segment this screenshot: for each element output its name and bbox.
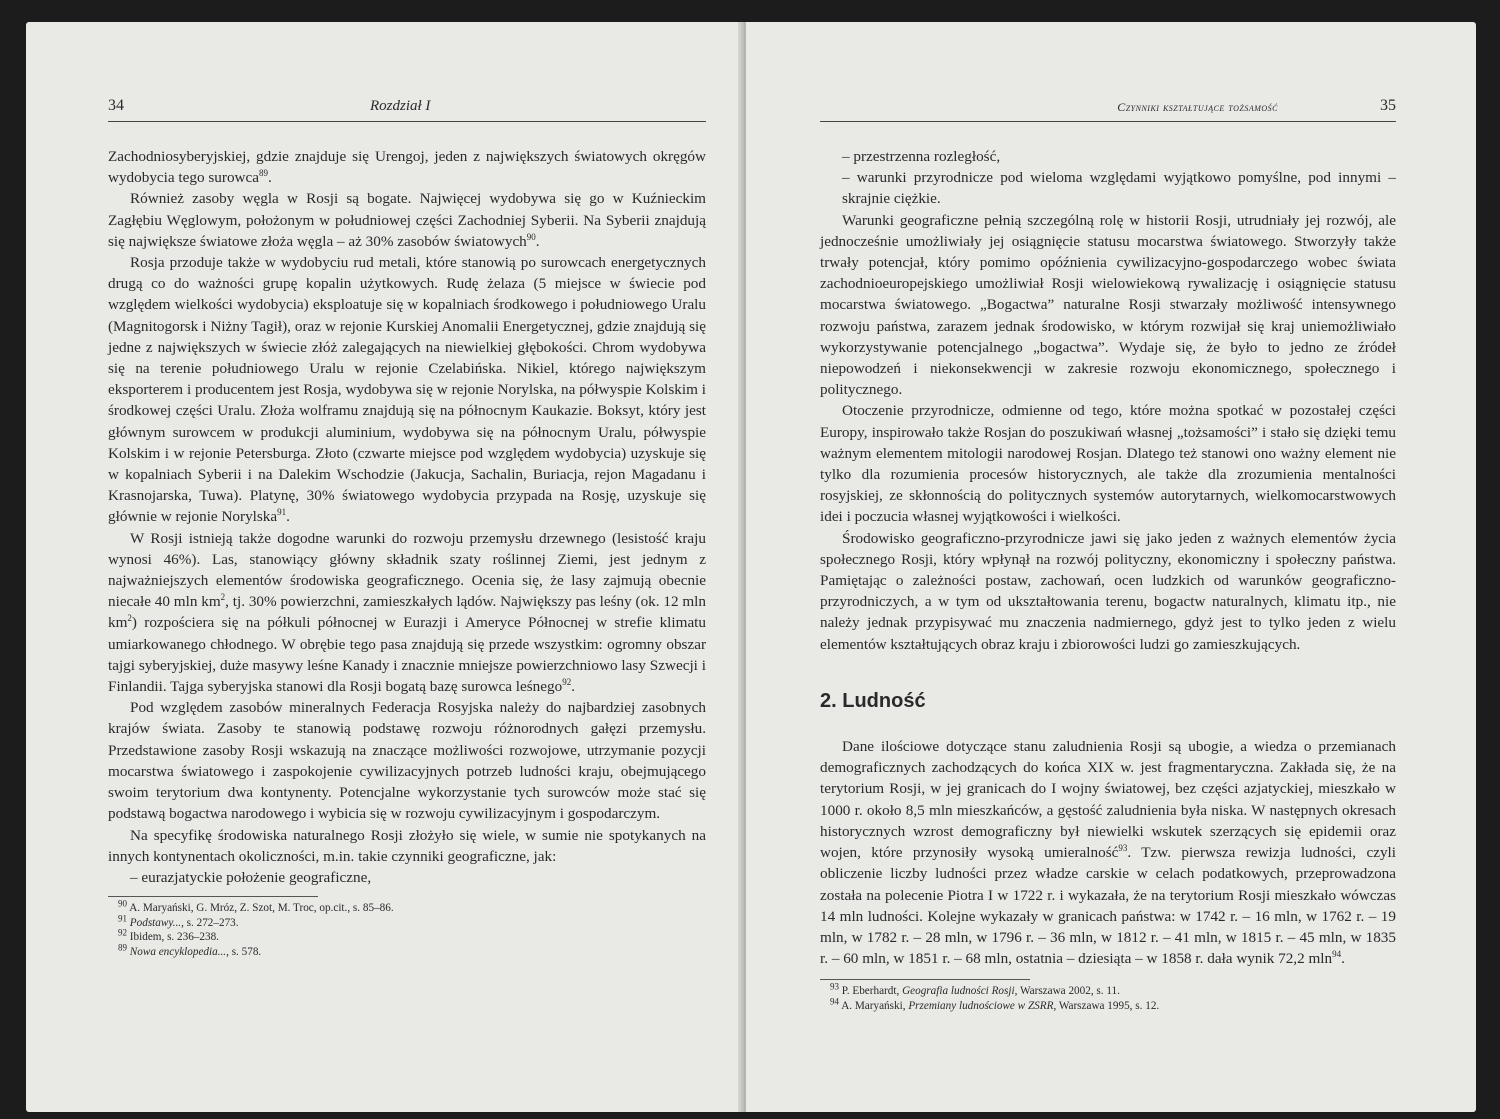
paragraph: Pod względem zasobów mineralnych Federacja Rosyjska należy do najbardziej zasobnych krajów świata. Zasoby te stanowią podstawę rozwoju różnorodnych gałęzi przemysłu. Przedstawione zasoby Rosji wskazują na znaczące możliwości rozwojowe, utrzymanie pozycji mocarstwa światowego i zaspokojenie cywilizacyjnych potrzeb ludności kraju, obejmującego swoim terytorium dwa kontynenty. Potencjalne wykorzystanie tych surowców może stać się podstawą bogactwa narodowego i wybicia się w rozwoju cywilizacyjnym i gospodarczym. (108, 699, 706, 823)
page-number: 35 (1380, 97, 1396, 114)
paragraph: Na specyfikę środowiska naturalnego Rosji złożyło się wiele, w sumie nie spotykanych na innych kontynentach okoliczności, m.in. takie czynniki geograficzne, jak: (108, 826, 706, 865)
footnote-rule (820, 979, 1030, 980)
footnote: $^{94}$ A. Maryański, Przemiany ludnościowe w ZSRR, Warszawa 1995, s. 12. (830, 996, 1160, 1012)
paragraph: W Rosji istnieją także dogodne warunki do rozwoju przemysłu drzewnego (lesistość kraju wynosi 46%). Las, stanowiący główny składnik szaty roślinnej Ziemi, jest jednym z najważniejszych elementów środowiska geograficznego. Ocenia się, że lasy zajmują obecnie niecałe 40 mln $km^2$, tj. 30% powierzchni, zamieszkałych lądów. Największy pas leśny (ok. 12 mln $km^2$) rozpościera się na półkuli północnej w Eurazji i Ameryce Północnej w strefie klimatu umiarkowanego chłodnego. W obrębie tego pasa znajdują się przede wszystkim: ogromny obszar tajgi syberyjskiej, duże masywy leśne Kanady i znacznie mniejsze powierzchniowo lasy Szwecji i Finlandii. Tajga syberyjska stanowi dla Rosji bogatą bazę surowca leśnego$^{92}$. (108, 529, 706, 696)
footnote: $^{90}$ A. Maryański, G. Mróz, Z. Szot, M. Troc, op.cit., s. 85–86. (118, 898, 394, 915)
footnote-rule (108, 896, 318, 897)
paragraph: Również zasoby węgla w Rosji są bogate. Najwięcej wydobywa się go w Kuźnieckim Zagłębiu Węglowym, położonym w południowej części Zachodniej Syberii. Na Syberii znajdują się największe światowe złoża węgla – aż 30% zasobów światowych$^{90}$. (108, 190, 706, 250)
right-page-body (820, 146, 1396, 1014)
running-head: Rozdział I (370, 98, 431, 114)
list-item: – przestrzenna rozległość, (842, 148, 1001, 165)
section-title: 2. Ludność (820, 689, 926, 712)
footnote: $^{89}$ Nowa encyklopedia..., s. 578. (118, 942, 262, 958)
list-item: – warunki przyrodnicze pod wieloma względami wyjątkowo pomyślne, pod innymi – skrajnie ciężkie. (842, 169, 1396, 208)
footnote: $^{93}$ P. Eberhardt, Geografia ludności Rosji, Warszawa 2002, s. 11. (830, 981, 1120, 998)
running-head: Czynniki kształtujące tożsamość (1117, 100, 1278, 114)
left-page-header (108, 97, 706, 122)
list-item: – eurazjatyckie położenie geograficzne, (130, 868, 372, 886)
right-page-header (820, 97, 1396, 122)
left-page (26, 22, 744, 1112)
paragraph: Rosja przoduje także w wydobyciu rud metali, które stanowią po surowcach energetycznych drugą co do ważności grupę kopalin użytkowych. Rudę żelaza (5 miejsce w świecie pod względem wielkości wydobycia) eksploatuje się w kopalniach środkowego i południowego Uralu (Magnitogorsk i Niżny Tagił), oraz w rejonie Kurskiej Anomalii Energetycznej, gdzie znajdują się jedne z największych w świecie złóż zalegających na niewielkiej głębokości. Chrom wydobywa się na terenie południowego Uralu w rejonie Czelabińska. Nikiel, którego największym eksporterem i producentem jest Rosja, wydobywa się w rejonie Norylska, na półwyspie Kolskim i środkowej części Uralu. Złoża wolframu znajdują się na północnym Kaukazie. Boksyt, który jest głównym surowcem w produkcji aluminium, wydobywa się na północnym Uralu, półwyspie Kolskim i w rejonie Petersburga. Złoto (czwarte miejsce pod względem wydobycia) uzyskuje się w kopalniach Syberii i na Dalekim Wschodzie (Jakucja, Sachalin, Buriacja, rejon Magadanu i Krasnojarska, Tuwa). Platynę, 30% światowego wydobycia przypada na Rosję, uzyskuje się głównie w rejonie Norylska$^{91}$. (108, 254, 706, 526)
footnote: $^{91}$ Podstawy..., s. 272–273. (118, 912, 239, 929)
footnote: $^{92}$ Ibidem, s. 236–238. (118, 927, 219, 944)
paragraph: Środowisko geograficzno-przyrodnicze jawi się jako jeden z ważnych elementów życia społecznego Rosji, który wpłynął na rozwój polityczny, ekonomiczny i społeczny państwa. Pamiętając o zależności postaw, zachowań, ocen ludzkich od warunków geograficzno-przyrodniczych, a w tym od ukształtowania terenu, bogactw naturalnych, klimatu itp., nie należy jednak przypisywać mu znaczenia nadmiernego, gdyż jest to tylko jeden z wielu elementów kształtujących obraz kraju i zbiorowości ludzi go zamieszkujących. (820, 529, 1396, 653)
right-page (746, 22, 1476, 1112)
page-number: 34 (108, 97, 124, 114)
paragraph: Warunki geograficzne pełnią szczególną rolę w historii Rosji, utrudniały jej rozwój, ale jednocześnie umożliwiały jej osiągnięcie statusu mocarstwa światowego. Stworzyły także trwały potencjał, który pomimo opóźnienia cywilizacyjno-gospodarczego wobec świata zachodnioeuropejskiego umożliwiał Rosji wielowiekową rywalizację i osiągnięcie statusu mocarstwa światowego. „Bogactwa” naturalne Rosji stwarzały możliwość intensywnego rozwoju państwa, zarazem jednak środowisko, w którym rozwijał się kraj uniemożliwiało wykorzystywanie potencjalnego „bogactwa”. Wydaje się, że było to jedno ze źródeł niepowodzeń i niekonsekwencji w zakresie rozwoju ekonomicznego, społecznego i politycznego. (820, 211, 1396, 399)
paragraph: Otoczenie przyrodnicze, odmienne od tego, które można spotkać w pozostałej części Europy, inspirowało także Rosjan do poszukiwań własnej „tożsamości” i stało się dzięki temu ważnym elementem mitologii narodowej Rosjan. Dlatego też stanowi ono ważny element nie tylko dla rozumienia procesów historycznych, ale także dla zrozumienia mentalności rosyjskiej, ze skłonnością do politycznych systemów autorytarnych, wielkomocarstwowych idei i poczucia własnej wyjątkowości i wielkości. (820, 402, 1396, 526)
paragraph: Dane ilościowe dotyczące stanu zaludnienia Rosji są ubogie, a wiedza o przemianach demograficznych zachodzących do końca XIX w. jest fragmentaryczna. Zakłada się, że na terytorium Rosji, w jej granicach do I wojny światowej, bez części azjatyckiej, mieszkało w 1000 r. około 8,5 mln mieszkańców, a gęstość zaludnienia była niska. W następnych okresach historycznych wzrost demograficzny był niewielki wskutek szerzących się epidemii oraz wojen, które przynosiły wysoką umieralność$^{93}$. Tzw. pierwsza rewizja ludności, czyli obliczenie liczby ludności przez władze carskie w celach podatkowych, przeprowadzona została na polecenie Piotra I w 1722 r. i wykazała, że na terytorium Rosji mieszkało wówczas 14 mln ludności. Kolejne wykazały w granicach państwa: w 1742 r. – 16 mln, w 1762 r. – 19 mln, w 1782 r. – 28 mln, w 1796 r. – 36 mln, w 1812 r. – 41 mln, w 1815 r. – 45 mln, w 1835 r. – 60 mln, w 1851 r. – 68 mln, ostatnia – dziesiąta – w 1858 r. dała wynik 72,2 mln$^{94}$. (820, 738, 1396, 968)
paragraph: Zachodniosyberyjskiej, gdzie znajduje się Urengoj, jeden z największych światowych okręgów wydobycia tego surowca$^{89}$. (108, 148, 706, 187)
left-page-body (108, 146, 706, 959)
